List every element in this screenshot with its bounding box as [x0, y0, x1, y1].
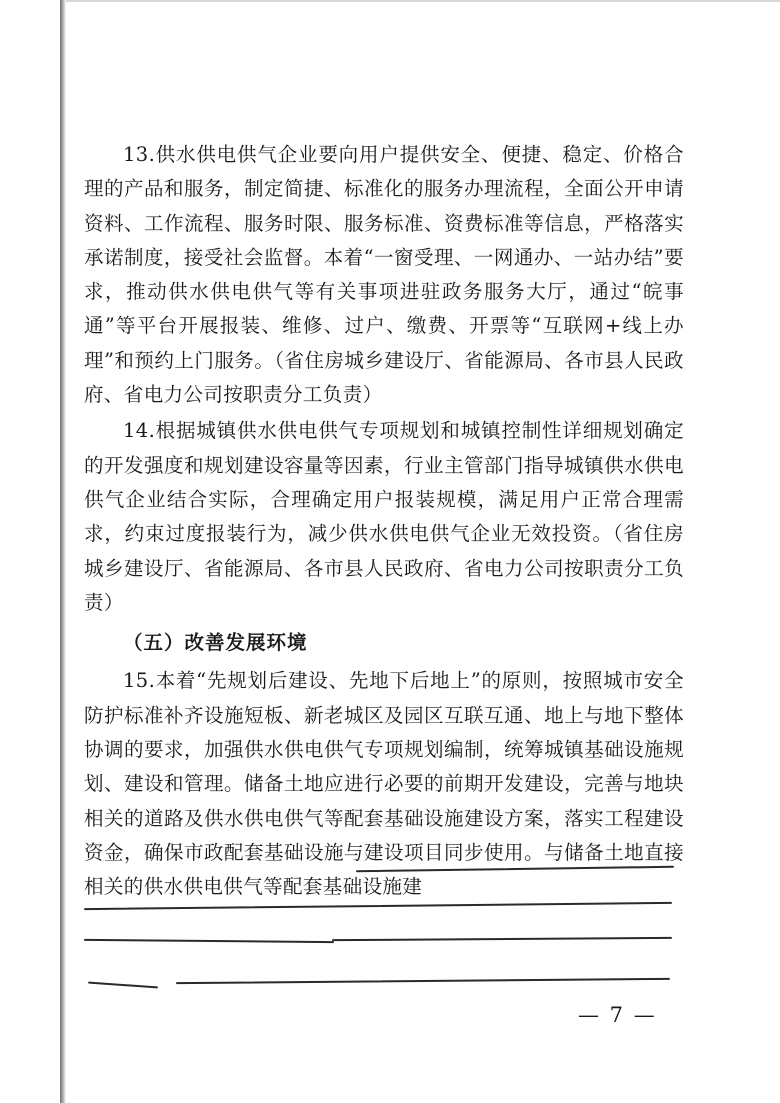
- paragraph-13: 13.供水供电供气企业要向用户提供安全、便捷、稳定、价格合理的产品和服务，制定简捷、标准化的服务办理流程，全面公开申请资料、工作流程、服务时限、服务标准、资费标准等信息，严格落实承诺制度，接受社会监督。本着“一窗受理、一网通办、一站办结”要求，推动供水供电供气等有关事项进驻政务服务大厅，通过“皖事通”等平台开展报装、维修、过户、缴费、开票等“互联网+线上办理”和预约上门服务。（省住房城乡建设厅、省能源局、各市县人民政府、省电力公司按职责分工负责）: [84, 143, 684, 407]
- page-binding-edge: [60, 0, 66, 1103]
- paragraph-15: 15.本着“先规划后建设、先地下后地上”的原则，按照城市安全防护标准补齐设施短板、新老城区及园区互联互通、地上与地下整体协调的要求，加强供水供电供气专项规划编制，统筹城镇基础设施规划、建设和管理。储备土地应进行必要的前期开发建设，完善与地块相关的道路及供水供电供气等配套基础设施建设方案，落实工程建设资金，确保市政配套基础设施与建设项目同步使用。与储备土地直接相关的供水供电供气等配套基础设施建: [84, 669, 684, 899]
- page-top-edge: [66, 0, 780, 2]
- paragraph-14: 14.根据城镇供水供电供气专项规划和城镇控制性详细规划确定的开发强度和规划建设容量等因素，行业主管部门指导城镇供水供电供气企业结合实际，合理确定用户报装规模，满足用户正常合理需求，约束过度报装行为，减少供水供电供气企业无效投资。（省住房城乡建设厅、省能源局、各市县人民政府、省电力公司按职责分工负责）: [84, 419, 684, 614]
- pen-underline-3: [84, 939, 334, 943]
- scan-margin: [0, 0, 60, 1103]
- document-body: [84, 138, 684, 905]
- pen-underline-4: [332, 937, 672, 941]
- page-number: — 7 —: [578, 1003, 657, 1027]
- pen-underline-6: [176, 978, 670, 984]
- pen-underline-5: [88, 982, 158, 989]
- section-heading: （五）改善发展环境: [123, 631, 308, 655]
